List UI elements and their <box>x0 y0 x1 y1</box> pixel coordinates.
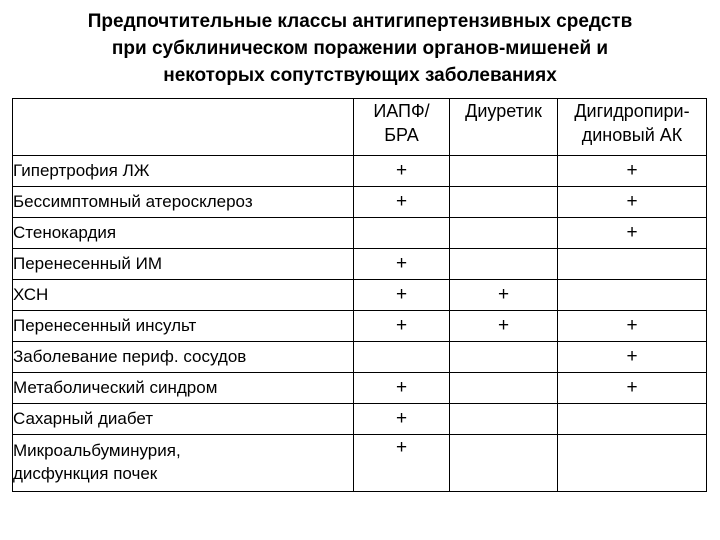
cell-ccb <box>558 435 707 492</box>
cell-acei: + <box>354 404 450 435</box>
title-line-3: некоторых сопутствующих заболеваниях <box>163 65 557 86</box>
cell-acei <box>354 218 450 249</box>
cell-diuretic <box>450 187 558 218</box>
cell-diuretic <box>450 373 558 404</box>
header-dhp-ccb <box>558 99 707 156</box>
table-header-row <box>13 99 707 156</box>
header-acei-line1: ИАПФ/ <box>373 101 430 121</box>
cell-acei: + <box>354 187 450 218</box>
cell-diuretic <box>450 435 558 492</box>
table-row <box>13 218 707 249</box>
row-label: Перенесенный инсульт <box>13 311 354 342</box>
cell-ccb: + <box>558 311 707 342</box>
cell-diuretic <box>450 156 558 187</box>
header-ccb-line2: диновый АК <box>581 125 683 145</box>
row-label <box>13 435 354 492</box>
row-label: Бессимптомный атеросклероз <box>13 187 354 218</box>
cell-diuretic <box>450 404 558 435</box>
table-row <box>13 435 707 492</box>
cell-diuretic: + <box>450 311 558 342</box>
row-label: Перенесенный ИМ <box>13 249 354 280</box>
page-title <box>20 8 700 89</box>
cell-acei: + <box>354 311 450 342</box>
table-row <box>13 187 707 218</box>
cell-acei: + <box>354 156 450 187</box>
row-label: Метаболический синдром <box>13 373 354 404</box>
header-acei-line2: БРА <box>384 125 419 145</box>
cell-ccb <box>558 249 707 280</box>
cell-ccb: + <box>558 342 707 373</box>
table-row <box>13 156 707 187</box>
cell-diuretic <box>450 218 558 249</box>
cell-ccb: + <box>558 218 707 249</box>
table-row <box>13 311 707 342</box>
table-row <box>13 373 707 404</box>
cell-acei: + <box>354 435 450 492</box>
cell-ccb <box>558 404 707 435</box>
row-label: ХСН <box>13 280 354 311</box>
drug-class-table <box>12 98 707 492</box>
cell-diuretic <box>450 249 558 280</box>
title-line-1: Предпочтительные классы антигипертензивных средств <box>87 11 633 32</box>
header-acei-arb <box>354 99 450 156</box>
row-label: Гипертрофия ЛЖ <box>13 156 354 187</box>
table-row <box>13 342 707 373</box>
cell-ccb <box>558 280 707 311</box>
cell-ccb: + <box>558 187 707 218</box>
cell-acei: + <box>354 280 450 311</box>
table-row <box>13 280 707 311</box>
header-empty-cell <box>13 99 354 156</box>
row-label: Стенокардия <box>13 218 354 249</box>
cell-diuretic <box>450 342 558 373</box>
row-label: Заболевание периф. сосудов <box>13 342 354 373</box>
row-label: Сахарный диабет <box>13 404 354 435</box>
cell-acei: + <box>354 373 450 404</box>
cell-ccb: + <box>558 156 707 187</box>
table-row <box>13 404 707 435</box>
header-diuretic <box>450 99 558 156</box>
title-line-2: при субклиническом поражении органов-мишеней и <box>111 38 609 59</box>
header-diuretic-line1: Диуретик <box>465 101 542 121</box>
cell-acei: + <box>354 249 450 280</box>
table-row <box>13 249 707 280</box>
header-ccb-line1: Дигидропири- <box>574 101 690 121</box>
row-label-line1: Микроальбуминурия, <box>13 441 181 460</box>
cell-diuretic: + <box>450 280 558 311</box>
cell-ccb: + <box>558 373 707 404</box>
cell-acei <box>354 342 450 373</box>
row-label-line2: дисфункция почек <box>13 464 158 483</box>
